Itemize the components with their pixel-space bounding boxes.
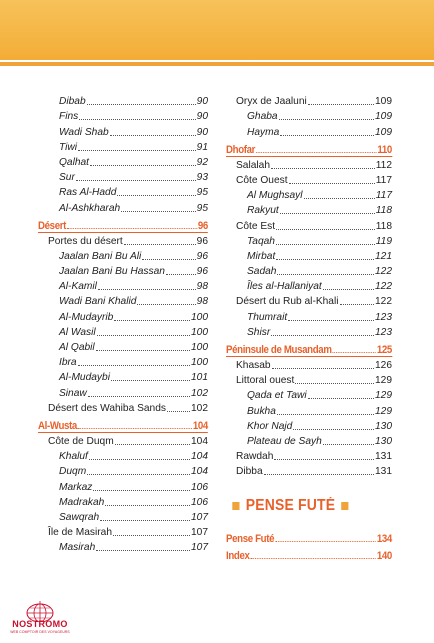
toc-section-entry[interactable] (226, 545, 392, 562)
toc-entry[interactable] (38, 248, 208, 263)
toc-entry[interactable] (38, 369, 208, 384)
toc-entry-label: Dhofar (226, 143, 256, 156)
toc-entry-label: Taqah (247, 235, 275, 247)
toc-entry-page: 123 (375, 326, 392, 338)
spacer (226, 520, 392, 528)
toc-entry[interactable] (38, 169, 208, 184)
toc-entry-label: Rakyut (247, 205, 279, 217)
toc-entry-label: Qada et Tawi (247, 390, 307, 402)
toc-entry-page: 129 (375, 405, 392, 417)
toc-entry-page: 104 (191, 435, 208, 447)
toc-entry-label: Al-Kamil (59, 281, 97, 293)
toc-entry-label: Al Wasil (59, 326, 96, 338)
dot-leader (79, 119, 195, 120)
toc-entry[interactable] (38, 263, 208, 278)
pense-fute-title: PENSE FUTÉ (245, 497, 336, 515)
dot-leader (117, 195, 195, 196)
toc-entry-page: 109 (375, 111, 392, 123)
dot-leader (332, 352, 376, 353)
toc-entry[interactable] (38, 509, 208, 524)
toc-entry-label: Bukha (247, 405, 276, 417)
dot-leader (308, 104, 374, 105)
toc-left-column (38, 93, 208, 554)
toc-entry-page: 101 (191, 372, 208, 384)
dot-leader (280, 135, 374, 136)
toc-entry[interactable] (226, 202, 392, 217)
toc-entry-label: Khaluf (59, 451, 88, 463)
toc-entry-page: 130 (375, 420, 392, 432)
dot-leader (115, 444, 190, 445)
toc-entry-label: Sawqrah (59, 511, 100, 523)
toc-entry-page: 102 (191, 402, 208, 414)
toc-entry-page: 122 (375, 266, 392, 278)
toc-entry[interactable] (226, 263, 392, 278)
toc-entry[interactable] (226, 308, 392, 323)
dot-leader (340, 304, 375, 305)
toc-entry[interactable] (226, 187, 392, 202)
toc-entry-label: Île de Masirah (48, 527, 112, 539)
toc-entry-page: 129 (375, 375, 392, 387)
toc-entry-label: Dibab (59, 96, 86, 108)
dot-leader (293, 429, 374, 430)
toc-entry-label: Rawdah (236, 451, 274, 463)
toc-entry-label: Qalhat (59, 156, 90, 168)
toc-entry-page: 106 (191, 496, 208, 508)
dot-leader (274, 459, 374, 460)
dot-leader (114, 320, 190, 321)
header-rule (0, 62, 434, 66)
toc-entry[interactable] (38, 308, 208, 323)
toc-entry-page: 90 (196, 96, 208, 108)
toc-entry[interactable] (226, 387, 392, 402)
dot-leader (323, 289, 374, 290)
dot-leader (264, 474, 374, 475)
dot-leader (111, 380, 190, 381)
toc-entry[interactable] (226, 248, 392, 263)
toc-entry-label: Jaalan Bani Bu Hassan (59, 266, 165, 278)
dot-leader (90, 165, 196, 166)
dot-leader (89, 459, 190, 460)
dot-leader (78, 150, 196, 151)
dot-leader (97, 335, 190, 336)
dot-leader (87, 474, 190, 475)
toc-entry[interactable] (38, 199, 208, 214)
toc-entry[interactable] (38, 384, 208, 399)
toc-entry-label: Al Mughsayl (247, 190, 303, 202)
dot-leader (78, 365, 190, 366)
toc-entry-page: 134 (376, 533, 392, 546)
toc-entry[interactable] (226, 93, 392, 108)
toc-entry-page: 90 (196, 111, 208, 123)
dot-leader (250, 558, 376, 559)
dot-leader (78, 428, 192, 429)
toc-entry-page: 104 (192, 419, 208, 432)
dot-leader (277, 274, 374, 275)
toc-section-entry[interactable] (38, 215, 208, 233)
dot-leader (289, 183, 375, 184)
toc-entry-page: 90 (196, 126, 208, 138)
toc-entry[interactable] (38, 400, 208, 415)
dot-leader (110, 135, 196, 136)
toc-entry[interactable] (38, 108, 208, 123)
toc-right-list (226, 93, 392, 478)
toc-entry[interactable] (226, 324, 392, 339)
dot-leader (256, 152, 377, 153)
toc-entry-label: Désert des Wahiba Sands (48, 402, 166, 414)
toc-entry-label: Masirah (59, 542, 96, 554)
toc-entry-label: Wadi Shab (59, 126, 109, 138)
toc-entry[interactable] (38, 184, 208, 199)
dot-leader (166, 274, 196, 275)
toc-entry-page: 119 (375, 235, 392, 247)
toc-entry[interactable] (38, 478, 208, 493)
dot-leader (276, 259, 374, 260)
dot-leader (88, 396, 190, 397)
toc-entry[interactable] (226, 108, 392, 123)
dot-leader (323, 444, 374, 445)
toc-entry-label: Côte de Duqm (48, 435, 114, 447)
toc-entry-page: 100 (191, 311, 208, 323)
toc-entry[interactable] (38, 494, 208, 509)
toc-entry[interactable] (38, 433, 208, 448)
toc-entry-label: Oryx de Jaaluni (236, 96, 307, 108)
toc-entry-label: Portes du désert (48, 235, 123, 247)
toc-entry-label: Littoral ouest (236, 375, 295, 387)
toc-entry-page: 95 (196, 187, 208, 199)
toc-entry-label: Îles al-Hallaniyat (247, 281, 322, 293)
dot-leader (93, 490, 190, 491)
toc-entry-page: 121 (375, 250, 392, 262)
toc-entry-label: Tiwi (59, 141, 78, 153)
dot-leader (272, 368, 374, 369)
toc-entry-page: 123 (375, 311, 392, 323)
dot-leader (271, 335, 374, 336)
toc-entry-label: Khasab (236, 360, 271, 371)
toc-entry-page: 96 (196, 235, 208, 247)
dot-leader (304, 198, 375, 199)
toc-entry[interactable] (38, 448, 208, 463)
dot-leader (96, 550, 190, 551)
toc-entry-label: Index (226, 550, 250, 563)
toc-entry[interactable] (38, 278, 208, 293)
toc-entry[interactable] (38, 154, 208, 169)
toc-entry-page: 107 (191, 527, 208, 539)
dot-leader (167, 411, 190, 412)
dot-leader (276, 244, 375, 245)
toc-entry-page: 126 (375, 360, 392, 371)
toc-entry-label: Péninsule de Musandam (226, 343, 332, 356)
toc-entry[interactable] (38, 139, 208, 154)
toc-entry-page: 131 (375, 451, 392, 463)
toc-entry[interactable] (38, 463, 208, 478)
toc-entry-page: 98 (196, 296, 208, 308)
toc-entry-page: 117 (375, 174, 392, 186)
toc-entry-label: Désert (38, 219, 67, 232)
toc-entry[interactable] (38, 354, 208, 369)
toc-entry-page: 129 (375, 390, 392, 402)
toc-entry-label: Ghaba (247, 111, 278, 123)
toc-section-entry[interactable] (38, 415, 208, 433)
pense-fute-heading (226, 492, 375, 520)
toc-entry[interactable] (226, 463, 392, 478)
dot-leader (275, 541, 376, 542)
logo-tagline: WEB COMPTOIR DES VOYAGEURS (10, 630, 70, 634)
dot-leader (277, 414, 374, 415)
toc-entry-label: Markaz (59, 481, 93, 493)
pense-fute-list (226, 528, 392, 562)
toc-entry-page: 96 (196, 250, 208, 262)
dot-leader (288, 320, 374, 321)
toc-entry[interactable] (226, 372, 392, 387)
dot-leader (276, 229, 375, 230)
toc-entry-page: 96 (197, 219, 208, 232)
toc-entry-label: Fins (59, 111, 79, 123)
dot-leader (308, 398, 374, 399)
toc-entry-page: 91 (196, 141, 208, 153)
toc-entry-label: Pense Futé (226, 533, 275, 546)
toc-entry[interactable] (38, 339, 208, 354)
toc-entry-label: Al Qabil (59, 342, 95, 353)
toc-entry-label: Hayma (247, 126, 280, 138)
toc-entry-page: 112 (375, 159, 392, 171)
toc-entry[interactable] (226, 123, 392, 138)
dot-leader (271, 168, 375, 169)
toc-entry-page: 110 (377, 143, 392, 156)
toc-right-column (226, 93, 392, 562)
toc-entry-label: Khor Najd (247, 420, 293, 432)
toc-entry-label: Al-Mudayrib (59, 311, 114, 323)
dot-leader (121, 211, 196, 212)
toc-entry-page: 104 (191, 466, 208, 478)
orange-square-icon (232, 502, 239, 510)
toc-entry-label: Côte Est (236, 220, 276, 232)
toc-entry[interactable] (38, 93, 208, 108)
toc-entry-label: Sinaw (59, 387, 87, 399)
toc-entry-label: Dibba (236, 466, 263, 478)
toc-entry-label: Jaalan Bani Bu Ali (59, 250, 142, 262)
toc-entry-page: 100 (191, 357, 208, 369)
toc-entry-label: Duqm (59, 466, 87, 478)
toc-entry-page: 117 (375, 190, 392, 202)
toc-section-entry[interactable] (226, 528, 392, 545)
toc-entry[interactable] (226, 293, 392, 308)
dot-leader (98, 289, 196, 290)
dot-leader (280, 213, 375, 214)
dot-leader (142, 259, 195, 260)
dot-leader (295, 383, 374, 384)
toc-entry[interactable] (226, 172, 392, 187)
toc-entry-label: Wadi Bani Khalid (59, 296, 137, 308)
logo-name: NOSTROMO (12, 619, 68, 629)
toc-entry-label: Sadah (247, 266, 277, 278)
dot-leader (105, 505, 190, 506)
toc-entry[interactable] (226, 448, 392, 463)
toc-entry[interactable] (226, 402, 392, 417)
toc-entry-label: Ras Al-Hadd (59, 187, 117, 199)
toc-entry-label: Sur (59, 172, 75, 184)
toc-entry-page: 140 (376, 550, 392, 563)
toc-entry[interactable] (38, 233, 208, 248)
toc-entry[interactable] (38, 293, 208, 308)
toc-entry-page: 107 (191, 511, 208, 523)
dot-leader (96, 350, 190, 351)
toc-entry-page: 131 (375, 466, 392, 478)
dot-leader (137, 304, 195, 305)
toc-entry-page: 125 (376, 343, 392, 356)
toc-entry-label: Al-Ashkharah (59, 202, 121, 214)
toc-entry-page: 100 (191, 326, 208, 338)
toc-entry-label: Désert du Rub al-Khali (236, 296, 339, 308)
dot-leader (76, 180, 196, 181)
toc-entry-page: 109 (375, 126, 392, 138)
dot-leader (67, 228, 197, 229)
toc-entry-page: 104 (191, 451, 208, 463)
toc-entry[interactable] (226, 233, 392, 248)
toc-entry[interactable] (226, 217, 392, 232)
toc-entry[interactable] (226, 357, 392, 372)
toc-entry[interactable] (226, 418, 392, 433)
dot-leader (113, 535, 190, 536)
toc-entry[interactable] (38, 539, 208, 554)
toc-entry[interactable] (38, 123, 208, 138)
toc-entry-label: Plateau de Sayh (247, 435, 322, 447)
dot-leader (100, 520, 190, 521)
toc-entry[interactable] (226, 157, 392, 172)
toc-entry-page: 107 (191, 542, 208, 554)
toc-entry-label: Thumrait (247, 311, 288, 323)
toc-entry-page: 118 (375, 220, 392, 232)
dot-leader (279, 119, 374, 120)
toc-entry[interactable] (226, 433, 392, 448)
toc-entry-page: 118 (375, 205, 392, 217)
toc-entry-label: Salalah (236, 159, 270, 171)
toc-entry-page: 96 (196, 266, 208, 278)
toc-entry[interactable] (38, 524, 208, 539)
toc-entry-page: 130 (375, 435, 392, 447)
toc-entry-page: 98 (196, 281, 208, 293)
toc-entry-label: Côte Ouest (236, 174, 288, 186)
orange-square-icon (341, 502, 348, 510)
toc-entry-page: 102 (191, 387, 208, 399)
toc-entry-page: 122 (375, 281, 392, 293)
dot-leader (124, 244, 196, 245)
toc-entry-label: Madrakah (59, 496, 105, 508)
toc-entry-page: 109 (375, 96, 392, 108)
dot-leader (87, 104, 196, 105)
toc-entry-label: Ibra (59, 357, 77, 369)
nostromo-logo (4, 600, 76, 640)
toc-entry-label: Al-Wusta (38, 419, 77, 432)
toc-entry-label: Mirbat (247, 250, 276, 262)
toc-entry-page: 106 (191, 481, 208, 493)
toc-entry-page: 95 (196, 202, 208, 214)
header-band (0, 0, 434, 60)
toc-entry-page: 122 (375, 296, 392, 308)
toc-entry-page: 100 (191, 342, 208, 353)
toc-entry-page: 92 (196, 156, 208, 168)
toc-section-entry[interactable] (226, 339, 392, 357)
toc-entry-label: Al-Mudaybi (59, 372, 110, 384)
toc-entry-label: Shisr (247, 326, 271, 338)
toc-section-entry[interactable] (226, 139, 392, 157)
toc-entry[interactable] (226, 278, 392, 293)
toc-entry[interactable] (38, 324, 208, 339)
toc-entry-page: 93 (196, 172, 208, 184)
